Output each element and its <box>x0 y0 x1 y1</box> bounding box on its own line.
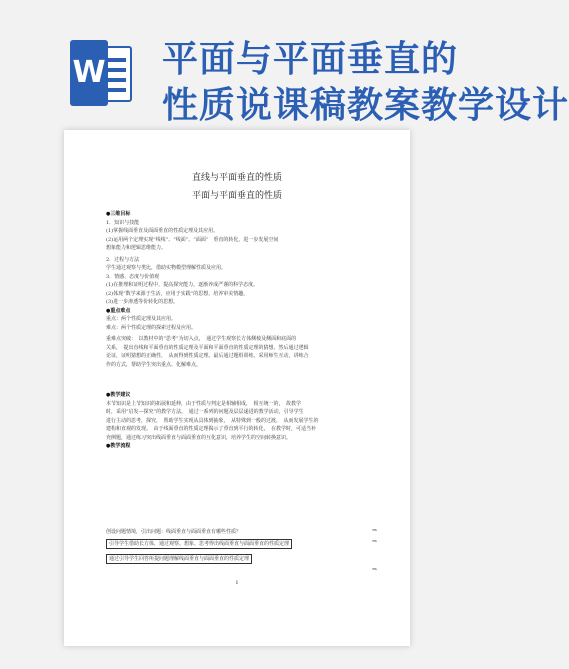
document-line: 重点：两个性质定理及其应用。 <box>106 316 177 322</box>
document-line: 建构和直观的发现。 由于线面垂直的性质定理揭示了垂直到平行的转化， 在教学时，可适当补 <box>106 426 317 432</box>
word-document-icon <box>70 40 134 106</box>
document-line: 1．知识与技能 <box>106 219 140 226</box>
document-line: (2)运用两个定理实现“线线”、“线面”、“面面” 垂直的转化，进一步发展空间 <box>106 236 279 243</box>
document-banner <box>0 0 569 150</box>
document-line: ●重点难点 <box>106 307 131 314</box>
document-line: 本节知识是上节知识的拓展和延伸，由于性质与判定是相辅相成， 相互统一的， 故教学 <box>106 400 302 407</box>
word-icon-letter: W <box>70 40 108 106</box>
document-line: 想象能力和逻辑思维能力。 <box>106 245 167 251</box>
document-line: 2．过程与方法 <box>106 256 140 263</box>
page-number: 1 <box>235 580 239 586</box>
document-line: (1)在推理和证明过程中，提高探究能力，逐渐养成严谨的科学态度。 <box>106 282 259 288</box>
flow-question-text: 创设问题情境，引出问题：线面垂直与面面垂直有哪些性质？ <box>106 529 242 535</box>
document-line: 论证，证明猜想的正确性， 从而得到性质定理。最后通过题组训练，采用师生互动，讲练合 <box>106 353 309 359</box>
flow-step-2-box: 通过引导学生回答所提问题理解线面垂直与面面垂直的性质定理 <box>106 554 252 564</box>
document-line: 作的方式，帮助学生突出重点、化解难点。 <box>106 361 202 368</box>
document-line: 3．情感、态度与价值观 <box>106 273 160 280</box>
document-line: (1)掌握线面垂直及面面垂直的性质定理及其应用。 <box>106 228 219 234</box>
flow-step-2 <box>106 554 368 564</box>
document-heading-1: 直线与平面垂直的性质 <box>191 173 282 183</box>
flow-arrow-icon: ⇒ <box>372 538 378 545</box>
document-line: ●教学流程 <box>106 443 131 449</box>
document-line: 难点：两个性质定理的探索过程及应用。 <box>106 324 197 331</box>
document-line: 重难点突破： 以教材中的“思考”为切入点， 通过学生观察长方体侧棱及侧面和底面的 <box>106 336 297 342</box>
flow-arrow-icon: ⇒ <box>372 527 378 534</box>
document-line: (3)进一步渗透等价转化的思想。 <box>106 299 179 305</box>
document-line: 关系， 提出直线和平面垂直的性质定理及平面和平面垂直的性质定理的猜想，然后通过逻辑 <box>106 344 309 351</box>
flow-question <box>106 528 368 536</box>
document-line: 进行主动的思考，探究， 帮助学生实现从具体到抽象， 从特殊到一般的过渡， 从而发展学生的 <box>106 417 319 424</box>
document-line: 学生通过观察与类比，借助实物模型理解性质及应用。 <box>106 265 227 271</box>
document-body <box>106 210 368 451</box>
document-line: ●教学建议 <box>106 392 131 398</box>
document-heading-2: 平面与平面垂直的性质 <box>191 191 282 201</box>
document-line: ●三维目标 <box>106 211 131 217</box>
banner-title-line2: 性质说课稿教案教学设计 <box>162 85 569 126</box>
document-line: (2)体现“数学来源于生活，应用于实践”的思想，培养审美情趣。 <box>106 290 249 297</box>
flow-arrow-icon: ⇒ <box>372 566 378 573</box>
banner-title-line1: 平面与平面垂直的 <box>162 39 459 80</box>
flow-step-1-box: 引导学生借助长方体，通过观察、想象、思考得出线面垂直与面面垂直的性质定理 <box>106 539 292 549</box>
document-line: 充例题，通过练习突出线面垂直与面面垂直的互化意识，培养学生的空间转换意识。 <box>106 434 292 441</box>
flow-step-1 <box>106 539 368 549</box>
document-line: 时，采用“启发—探究”的教学方法， 通过一系列的问题及层层递进的教学活动，引导学生 <box>106 409 304 415</box>
document-page-preview <box>64 130 410 646</box>
